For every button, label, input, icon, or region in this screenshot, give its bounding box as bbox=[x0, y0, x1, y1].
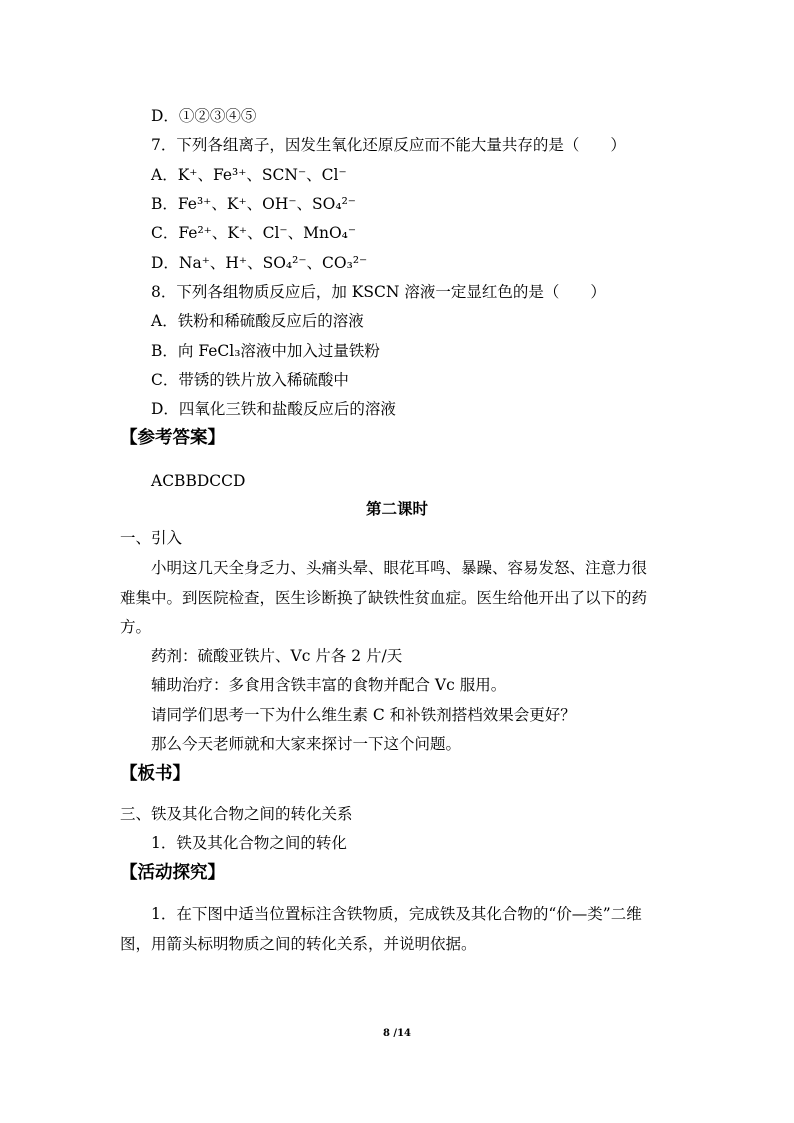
intro-heading: 一、引入 bbox=[120, 529, 183, 547]
board-heading: 【板书】 bbox=[120, 764, 190, 784]
intro-para-line1: 小明这几天全身乏力、头痛头晕、眼花耳鸣、暴躁、容易发怒、注意力很 bbox=[151, 559, 648, 577]
auxiliary-treatment: 辅助治疗：多食用含铁丰富的食物并配合 Vc 服用。 bbox=[151, 676, 507, 694]
activity-heading: 【活动探究】 bbox=[120, 863, 225, 883]
q8-option-a: A．铁粉和稀硫酸反应后的溶液 bbox=[151, 312, 364, 330]
answers-text: ACBBDCCD bbox=[151, 472, 246, 490]
q7-option-a: A．K⁺、Fe³⁺、SCN⁻、Cl⁻ bbox=[151, 166, 347, 184]
q8-option-d: D．四氧化三铁和盐酸反应后的溶液 bbox=[151, 400, 396, 418]
q6-option-d: D．①②③④⑤ bbox=[151, 107, 257, 125]
explore-line: 那么今天老师就和大家来探讨一下这个问题。 bbox=[151, 735, 462, 753]
board-section: 三、铁及其化合物之间的转化关系 bbox=[120, 805, 353, 823]
q7-stem: 7．下列各组离子，因发生氧化还原反应而不能大量共存的是（ ） bbox=[151, 136, 626, 154]
q7-option-b: B．Fe³⁺、K⁺、OH⁻、SO₄²⁻ bbox=[151, 195, 356, 213]
q8-option-c: C．带锈的铁片放入稀硫酸中 bbox=[151, 371, 349, 389]
intro-para-line2: 难集中。到医院检查，医生诊断换了缺铁性贫血症。医生给他开出了以下的药 bbox=[120, 589, 648, 607]
think-question: 请同学们思考一下为什么维生素 C 和补铁剂搭档效果会更好？ bbox=[151, 706, 576, 724]
prescription: 药剂：硫酸亚铁片、Vc 片各 2 片/天 bbox=[151, 647, 403, 665]
activity-line1: 1．在下图中适当位置标注含铁物质，完成铁及其化合物的“价—类”二维 bbox=[151, 905, 642, 923]
page-number: 8 /14 bbox=[382, 1028, 411, 1039]
q8-stem: 8．下列各组物质反应后，加 KSCN 溶液一定显红色的是（ ） bbox=[151, 283, 606, 301]
answers-heading: 【参考答案】 bbox=[120, 428, 225, 448]
q7-option-c: C．Fe²⁺、K⁺、Cl⁻、MnO₄⁻ bbox=[151, 224, 357, 242]
board-sub: 1．铁及其化合物之间的转化 bbox=[151, 834, 347, 852]
activity-line2: 图，用箭头标明物质之间的转化关系，并说明依据。 bbox=[120, 935, 477, 953]
intro-para-line3: 方。 bbox=[120, 618, 152, 636]
lesson2-title: 第二课时 bbox=[365, 499, 428, 518]
q7-option-d: D．Na⁺、H⁺、SO₄²⁻、CO₃²⁻ bbox=[151, 254, 368, 272]
q8-option-b: B．向 FeCl₃溶液中加入过量铁粉 bbox=[151, 342, 380, 360]
